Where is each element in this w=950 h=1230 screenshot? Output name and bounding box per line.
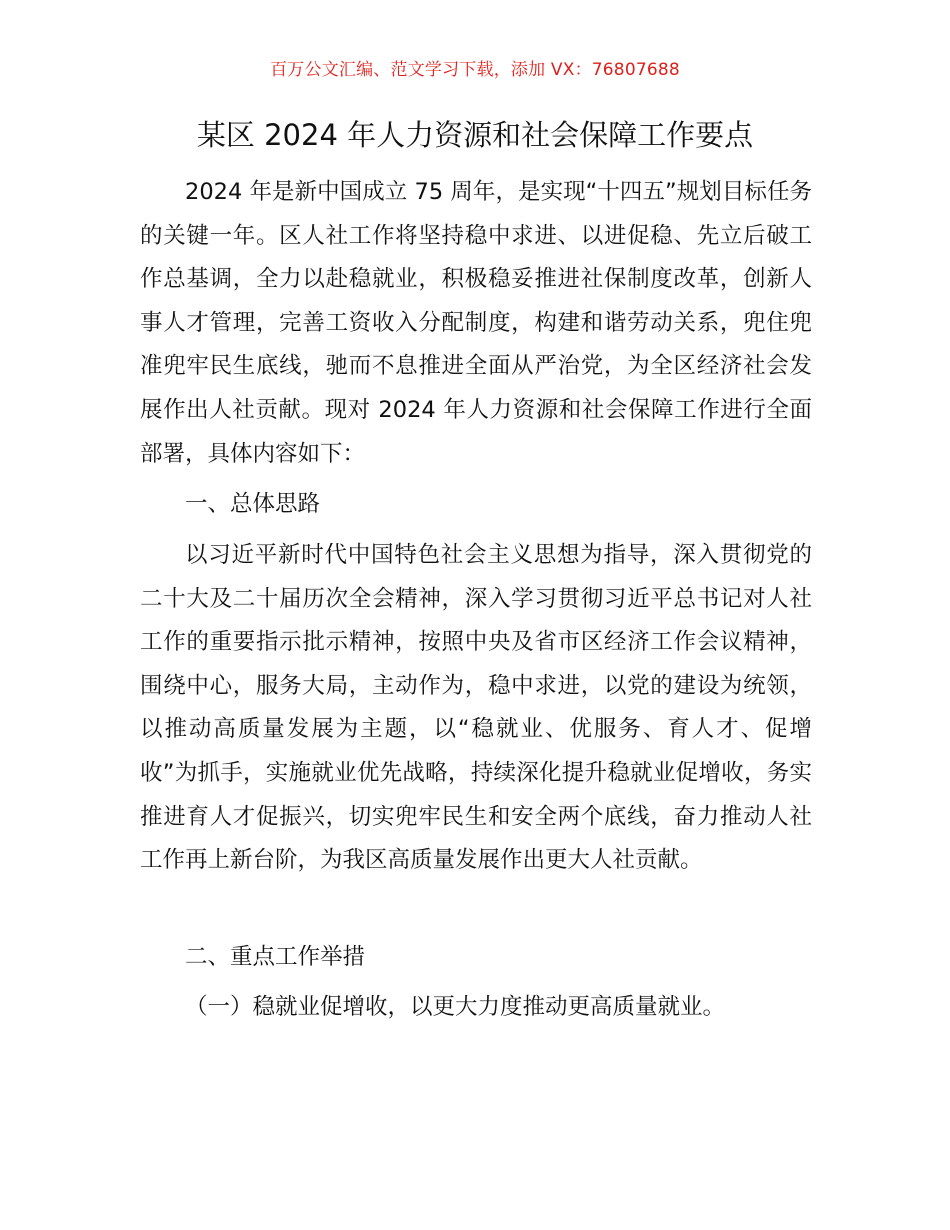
section-2-heading: 二、重点工作举措 [185, 944, 366, 970]
section-1-block [140, 483, 812, 527]
section-1-body-block [140, 534, 812, 883]
document-title: 某区 2024 年人力资源和社会保障工作要点 [196, 118, 754, 152]
intro-block [140, 171, 812, 476]
subsection-1-block [140, 986, 812, 1030]
promo-banner: 百万公文汇编、范文学习下载，添加 VX：76807688 [270, 60, 680, 80]
section-1-paragraph: 以习近平新时代中国特色社会主义思想为指导，深入贯彻党的二十大及二十届历次全会精神，深入学习贯彻习近平总书记对人社工作的重要指示批示精神，按照中央及省市区经济工作会议精神，围绕中心，服务大局，主动作为，稳中求进，以党的建设为统领，以推动高质量发展为主题，以“稳就业、优服务、育人才、促增收”为抓手，实施就业优先战略，持续深化提升稳就业促增收，务实推进育人才促振兴，切实兜牢民生和安全两个底线，奋力推动人社工作再上新台阶，为我区高质量发展作出更大人社贡献。 [140, 542, 812, 874]
section-2-block [140, 936, 812, 980]
subsection-1-heading: （一）稳就业促增收，以更大力度推动更高质量就业。 [185, 994, 726, 1020]
intro-paragraph: 2024 年是新中国成立 75 周年，是实现“十四五”规划目标任务的关键一年。区人社工作将坚持稳中求进、以进促稳、先立后破工作总基调，全力以赴稳就业，积极稳妥推进社保制度改革，创新人事人才管理，完善工资收入分配制度，构建和谐劳动关系，兜住兜准兜牢民生底线，驰而不息推进全面从严治党，为全区经济社会发展作出人社贡献。现对 2024 年人力资源和社会保障工作进行全面部署，具体内容如下： [140, 179, 812, 467]
section-1-heading: 一、总体思路 [185, 491, 321, 517]
